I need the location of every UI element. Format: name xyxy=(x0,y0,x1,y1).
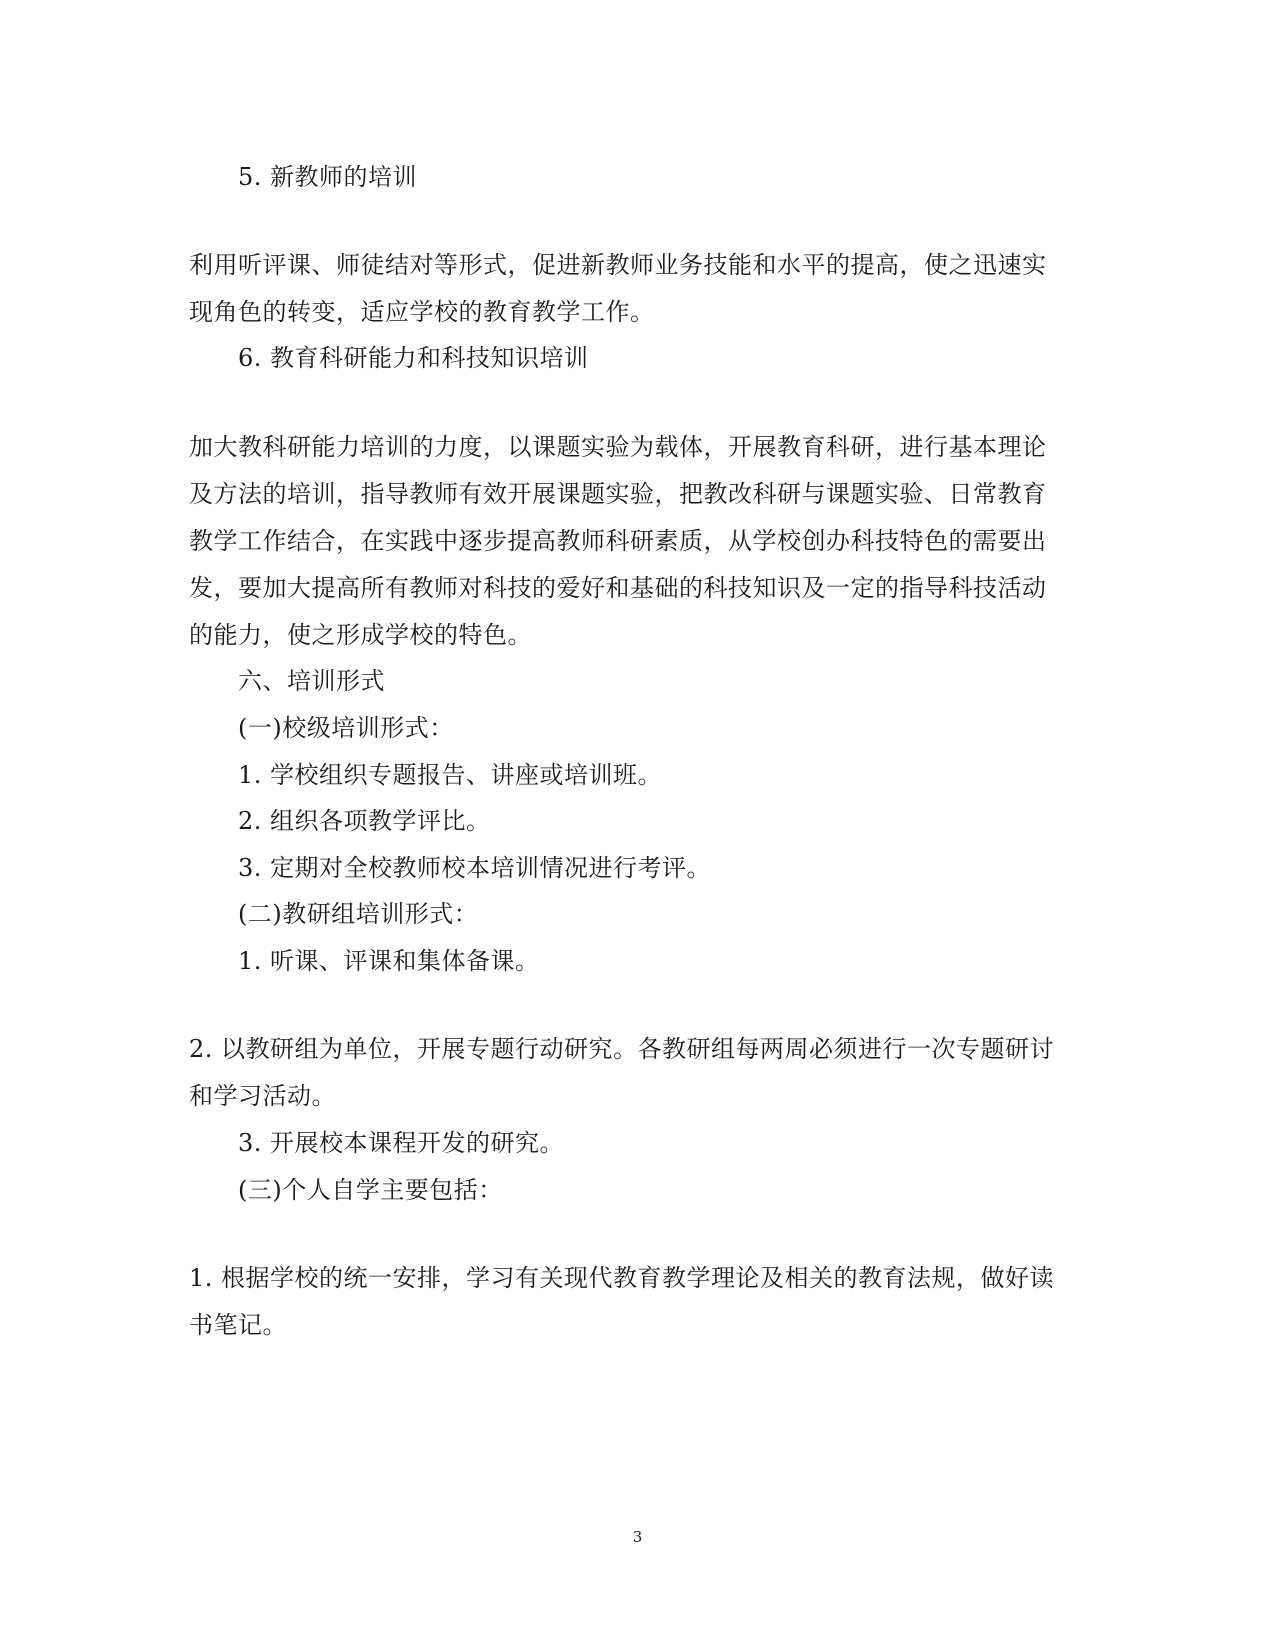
list-item: 2. 组织各项教学评比。 xyxy=(238,807,491,835)
list-item: 3. 定期对全校教师校本培训情况进行考评。 xyxy=(238,854,712,882)
list-item: 3. 开展校本课程开发的研究。 xyxy=(238,1129,565,1157)
subheading-new-teacher-training: 5. 新教师的培训 xyxy=(238,163,418,191)
paragraph-line: 及方法的培训，指导教师有效开展课题实验，把教改科研与课题实验、日常教育 xyxy=(189,480,1047,508)
list-item: 2. 以教研组为单位，开展专题行动研究。各教研组每两周必须进行一次专题研讨 xyxy=(189,1035,1055,1063)
paragraph-line: 和学习活动。 xyxy=(189,1082,336,1110)
subheading-research-group: (二)教研组培训形式： xyxy=(238,900,479,928)
list-item: 1. 学校组织专题报告、讲座或培训班。 xyxy=(238,761,663,789)
section-heading-training-forms: 六、培训形式 xyxy=(238,667,385,695)
list-item: 1. 听课、评课和集体备课。 xyxy=(238,947,540,975)
paragraph-line: 发，要加大提高所有教师对科技的爱好和基础的科技知识及一定的指导科技活动 xyxy=(189,574,1047,602)
page-number: 3 xyxy=(632,1528,643,1546)
paragraph-line: 加大教科研能力培训的力度，以课题实验为载体，开展教育科研，进行基本理论 xyxy=(189,433,1047,461)
paragraph-line: 利用听评课、师徒结对等形式，促进新教师业务技能和水平的提高，使之迅速实 xyxy=(189,251,1047,279)
subheading-school-level: (一)校级培训形式： xyxy=(238,714,454,742)
paragraph-line: 的能力，使之形成学校的特色。 xyxy=(189,621,532,649)
list-item: 1. 根据学校的统一安排，学习有关现代教育教学理论及相关的教育法规，做好读 xyxy=(189,1264,1055,1292)
paragraph-line: 书笔记。 xyxy=(189,1311,287,1339)
subheading-research-training: 6. 教育科研能力和科技知识培训 xyxy=(238,344,589,372)
paragraph-line: 教学工作结合，在实践中逐步提高教师科研素质，从学校创办科技特色的需要出 xyxy=(189,527,1047,555)
subheading-self-study: (三)个人自学主要包括： xyxy=(238,1176,503,1204)
paragraph-line: 现角色的转变，适应学校的教育教学工作。 xyxy=(189,298,655,326)
